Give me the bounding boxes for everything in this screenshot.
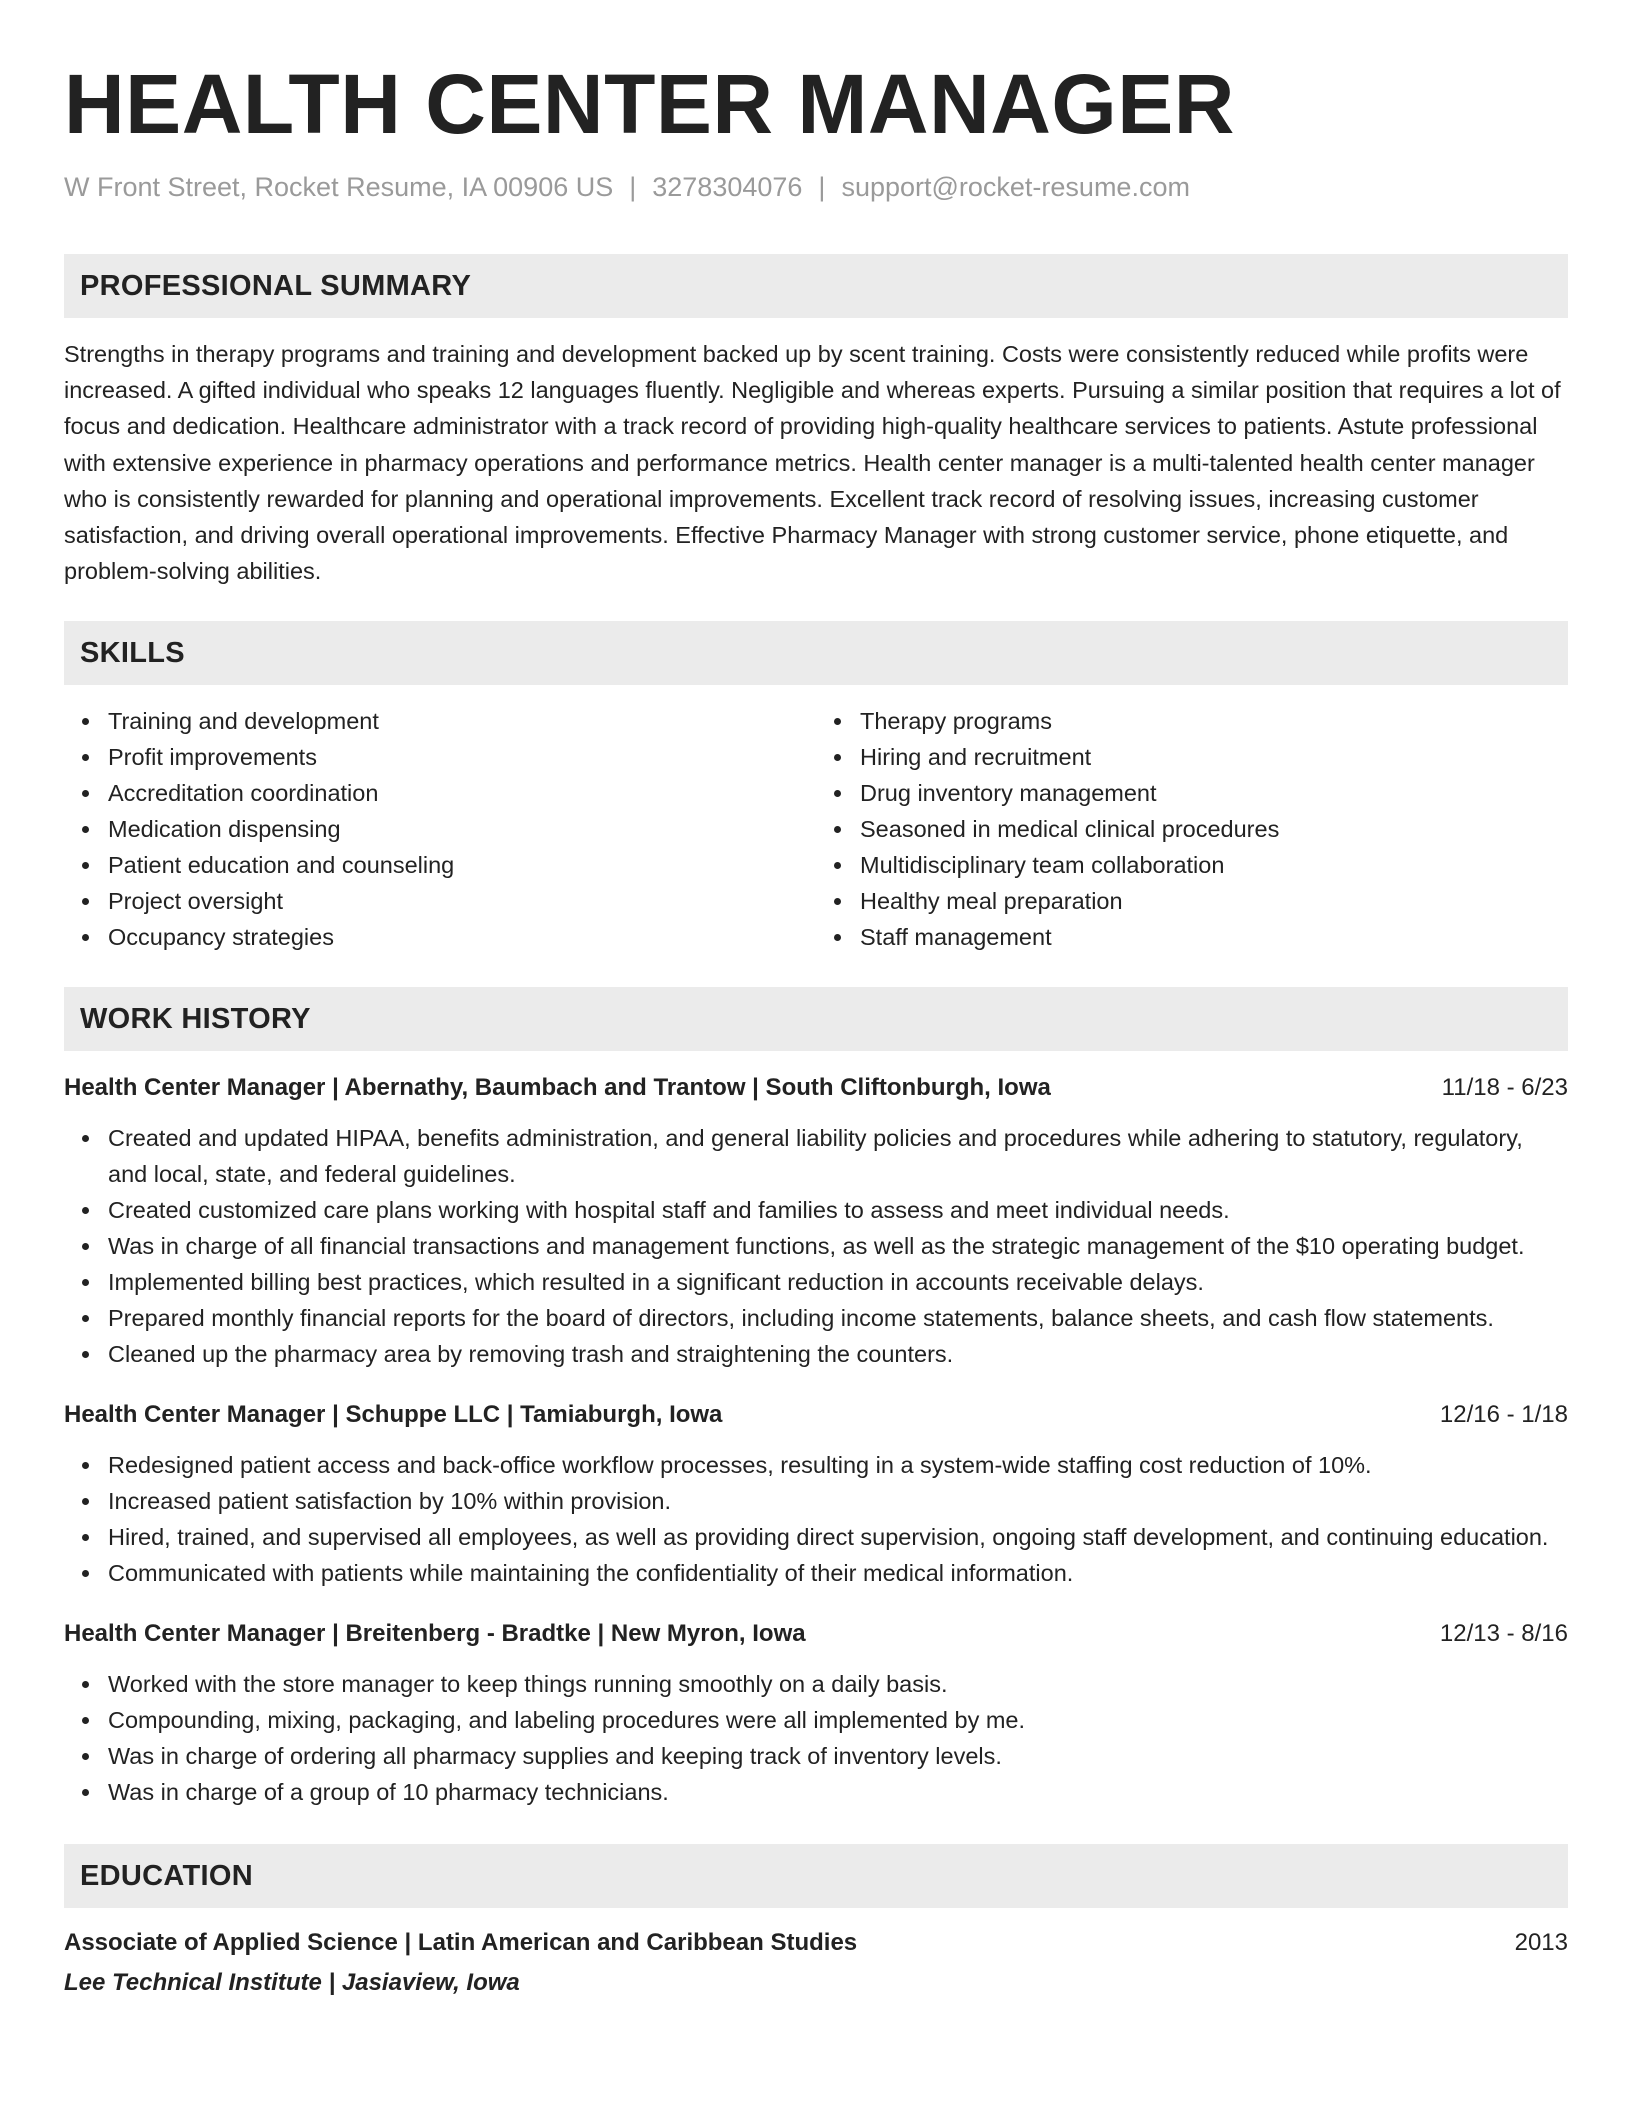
job-bullet-list (64, 1120, 1568, 1372)
job-heading-line (64, 1071, 1568, 1105)
job-bullet: Cleaned up the pharmacy area by removing trash and straightening the counters. (108, 1336, 1568, 1372)
skill-item: Occupancy strategies (108, 919, 816, 955)
job-title: Health Center Manager | Schuppe LLC | Tamiaburgh, Iowa (64, 1401, 723, 1429)
job-bullet-list (64, 1447, 1568, 1591)
skill-item: Seasoned in medical clinical procedures (860, 811, 1568, 847)
contact-phone: 3278304076 (652, 172, 803, 202)
skill-item: Hiring and recruitment (860, 739, 1568, 775)
job-title: Health Center Manager | Breitenberg - Bradtke | New Myron, Iowa (64, 1620, 806, 1648)
job-bullet: Prepared monthly financial reports for the board of directors, including income statements, balance sheets, and cash flow statements. (108, 1300, 1568, 1336)
skills-list-left (64, 703, 816, 955)
resume-name-heading: HEALTH CENTER MANAGER (64, 57, 1235, 151)
job-dates: 12/13 - 8/16 (1439, 1620, 1568, 1648)
job-heading-line (64, 1398, 1568, 1432)
job-title: Health Center Manager | Abernathy, Baumbach and Trantow | South Cliftonburgh, Iowa (64, 1074, 1051, 1102)
job-bullet: Was in charge of a group of 10 pharmacy technicians. (108, 1774, 1568, 1810)
job-bullet: Redesigned patient access and back-office workflow processes, resulting in a system-wide staffing cost reduction of 10%. (108, 1447, 1568, 1483)
contact-email: support@rocket-resume.com (841, 172, 1190, 202)
education-school: Lee Technical Institute | Jasiaview, Iowa (64, 1969, 520, 1997)
job-bullet: Was in charge of ordering all pharmacy supplies and keeping track of inventory levels. (108, 1738, 1568, 1774)
job-bullet: Increased patient satisfaction by 10% within provision. (108, 1483, 1568, 1519)
education-year: 2013 (1514, 1929, 1568, 1957)
contact-separator: | (629, 172, 637, 202)
skill-item: Accreditation coordination (108, 775, 816, 811)
summary-text: Strengths in therapy programs and training and development backed up by scent training. Costs were consistently reduced while profits were increased. A gifted individual who speaks 12 languages fluently. Negligible and whereas experts. Pursuing a similar position that requires a lot of focus and dedication. Healthcare administrator with a track record of providing high-quality healthcare services to patients. Astute professional with extensive experience in pharmacy operations and performance metrics. Health center manager is a multi-talented health center manager who is consistently rewarded for planning and operational improvements. Excellent track record of resolving issues, increasing customer satisfaction, and driving overall operational improvements. Effective Pharmacy Manager with strong customer service, phone etiquette, and problem-solving abilities. (64, 341, 1561, 585)
skill-item: Therapy programs (860, 703, 1568, 739)
job-entry (64, 1071, 1568, 1372)
contact-separator: | (818, 172, 826, 202)
job-bullet: Created customized care plans working with hospital staff and families to assess and meet individual needs. (108, 1192, 1568, 1228)
education-entry (64, 1926, 1568, 2000)
skill-item: Multidisciplinary team collaboration (860, 847, 1568, 883)
education-degree: Associate of Applied Science | Latin American and Caribbean Studies (64, 1929, 858, 1957)
job-bullet: Communicated with patients while maintaining the confidentiality of their medical information. (108, 1555, 1568, 1591)
skills-grid (64, 703, 1568, 955)
skill-item: Project oversight (108, 883, 816, 919)
skill-item: Drug inventory management (860, 775, 1568, 811)
job-dates: 12/16 - 1/18 (1439, 1401, 1568, 1429)
skill-item: Healthy meal preparation (860, 883, 1568, 919)
contact-address: W Front Street, Rocket Resume, IA 00906 US (64, 172, 614, 202)
skill-item: Medication dispensing (108, 811, 816, 847)
job-entry (64, 1398, 1568, 1591)
section-header-summary: PROFESSIONAL SUMMARY (64, 254, 1568, 318)
job-entry (64, 1617, 1568, 1810)
job-bullet: Was in charge of all financial transactions and management functions, as well as the strategic management of the $10 operating budget. (108, 1228, 1568, 1264)
job-heading-line (64, 1617, 1568, 1651)
job-bullet: Compounding, mixing, packaging, and labeling procedures were all implemented by me. (108, 1702, 1568, 1738)
skills-list-right (816, 703, 1568, 955)
skill-item: Profit improvements (108, 739, 816, 775)
skill-item: Patient education and counseling (108, 847, 816, 883)
job-dates: 11/18 - 6/23 (1441, 1074, 1568, 1102)
skill-item: Staff management (860, 919, 1568, 955)
section-header-skills: SKILLS (64, 621, 1568, 685)
skill-item: Training and development (108, 703, 816, 739)
section-header-work-history: WORK HISTORY (64, 987, 1568, 1051)
section-header-education: EDUCATION (64, 1844, 1568, 1908)
education-heading-line (64, 1926, 1568, 1960)
job-bullet: Worked with the store manager to keep things running smoothly on a daily basis. (108, 1666, 1568, 1702)
contact-line (64, 170, 1568, 204)
job-bullet-list (64, 1666, 1568, 1810)
job-bullet: Implemented billing best practices, which resulted in a significant reduction in accounts receivable delays. (108, 1264, 1568, 1300)
job-bullet: Created and updated HIPAA, benefits administration, and general liability policies and procedures while adhering to statutory, regulatory, and local, state, and federal guidelines. (108, 1120, 1568, 1192)
job-bullet: Hired, trained, and supervised all employees, as well as providing direct supervision, ongoing staff development, and continuing education. (108, 1519, 1568, 1555)
